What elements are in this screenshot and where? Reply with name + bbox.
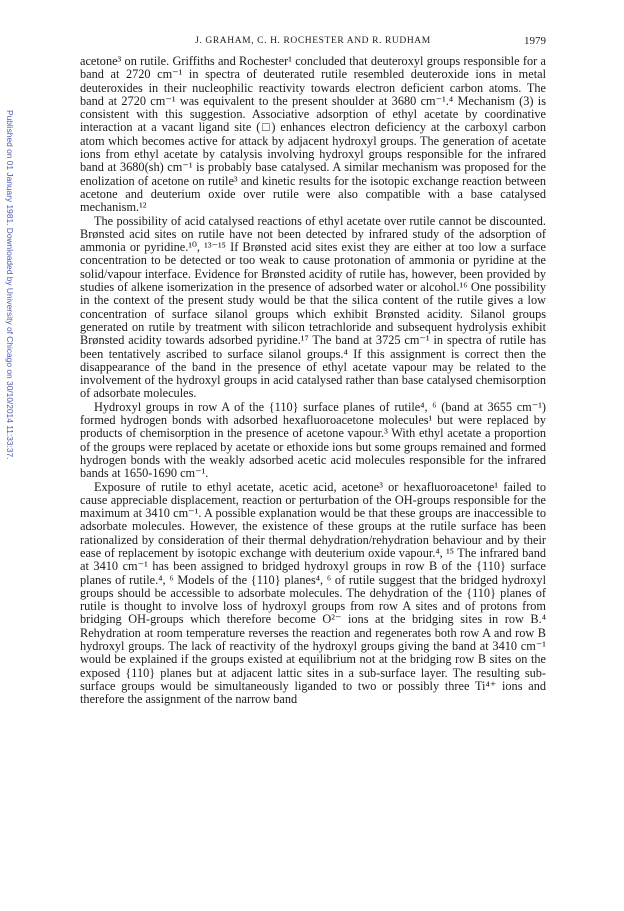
paragraph-1: acetone³ on rutile. Griffiths and Rochester¹ concluded that deuteroxyl groups responsible for a band at 2720 cm⁻¹ in spectra of deuterated rutile resembled deuteroxide ions in metal deuteroxides in their nucleophilic reactivity towards electron deficient carbon atoms. The band at 2720 cm⁻¹ was equivalent to the present shoulder at 3680 cm⁻¹.⁴ Mechanism (3) is consistent with this suggestion. Associative adsorption of ethyl acetate by coordinative interaction at a vacant ligand site (□) enhances electron deficiency at the carboxyl carbon atom which becomes active for attack by adjacent hydroxyl groups. The generation of acetate ions from ethyl acetate by catalysis involving hydroxyl groups responsible for the infrared band at 3680(sh) cm⁻¹ is probably base catalysed. A similar mechanism was proposed for the enolization of acetone on rutile³ and kinetic results for the isotopic exchange reaction between acetone and deuterium oxide over rutile were also compatible with a base catalysed mechanism.¹² <box>80 54 546 215</box>
page-number: 1979 <box>524 35 546 47</box>
download-watermark <box>4 110 16 750</box>
paragraph-4: Exposure of rutile to ethyl acetate, acetic acid, acetone³ or hexafluoroacetone¹ failed to cause appreciable displacement, reaction or perturbation of the OH-groups responsible for the maximum at 3410 cm⁻¹. A possible explanation would be that these groups are inaccessible to adsorbate molecules. However, the existence of these groups at the rutile surface has been rationalized by consideration of their thermal dehydration/rehydration behaviour and by their ease of replacement by isotopic exchange with deuterium oxide vapour.⁴, ¹⁵ The infrared band at 3410 cm⁻¹ has been assigned to bridged hydroxyl groups in row B of the {110} surface planes of rutile.⁴, ⁶ Models of the {110} planes⁴, ⁶ of rutile suggest that the bridged hydroxyl groups should be accessible to adsorbate molecules. The dehydration of the {110} planes of rutile is thought to involve loss of hydroxyl groups from row A sites and of protons from bridging OH-groups which therefore become O²⁻ ions at the bridging sites in row B.⁴ Rehydration at room temperature reverses the reaction and regenerates both row A and row B hydroxyl groups. The lack of reactivity of the hydroxyl groups giving the band at 3410 cm⁻¹ would be explained if the groups existed at equilibrium not at the bridging row B sites on the exposed {110} planes but at adjacent lattic sites in a sub-surface layer. The resulting sub-surface groups would be simultaneously liganded to two or possibly three Ti⁴⁺ ions and therefore the assignment of the narrow band <box>80 479 546 707</box>
paragraph-2: The possibility of acid catalysed reactions of ethyl acetate over rutile cannot be discounted. Brønsted acid sites on rutile have not been detected by infrared study of the adsorption of ammonia or pyridine.¹⁰, ¹³⁻¹⁵ If Brønsted acid sites exist they are either at too low a surface concentration to be detected or too weak to cause protonation of ammonia or pyridine at the solid/vapour interface. Evidence for Brønsted acidity of rutile has, however, been provided by studies of alkene isomerization in the presence of adsorbed water or alcohol.¹⁶ One possibility in the context of the present study would be that the silica content of the rutile gives a low concentration of surface silanol groups which exhibit Brønsted acidity. Silanol groups generated on rutile by treatment with silicon tetrachloride and subsequent hydrolysis exhibit Brønsted acidity towards adsorbed pyridine.¹⁷ The band at 3725 cm⁻¹ in spectra of rutile has been tentatively ascribed to surface silanol groups.⁴ If this assignment is correct then the disappearance of the band in the presence of ethyl acetate vapour may be related to the involvement of the hydroxyl groups in acid catalysed rather than base catalysed chemisorption of adsorbate molecules. <box>80 213 546 401</box>
download-notice: Published on 01 January 1981. Downloaded by University of Chicago on 30/10/2014 11:33:37. <box>5 110 15 460</box>
paragraph-3: Hydroxyl groups in row A of the {110} surface planes of rutile⁴, ⁶ (band at 3655 cm⁻¹) formed hydrogen bonds with adsorbed hexafluoroacetone molecules¹ but were replaced by products of chemisorption in the presence of acetone vapour.³ With ethyl acetate a proportion of the groups were replaced by acetate or ethoxide ions but some groups remained and formed hydrogen bonds with the weakly adsorbed acetic acid molecules responsible for the infrared bands at 1650-1690 cm⁻¹. <box>80 399 546 481</box>
running-header <box>80 36 546 52</box>
article-body <box>80 55 546 707</box>
header-authors: J. GRAHAM, C. H. ROCHESTER AND R. RUDHAM <box>195 36 431 46</box>
